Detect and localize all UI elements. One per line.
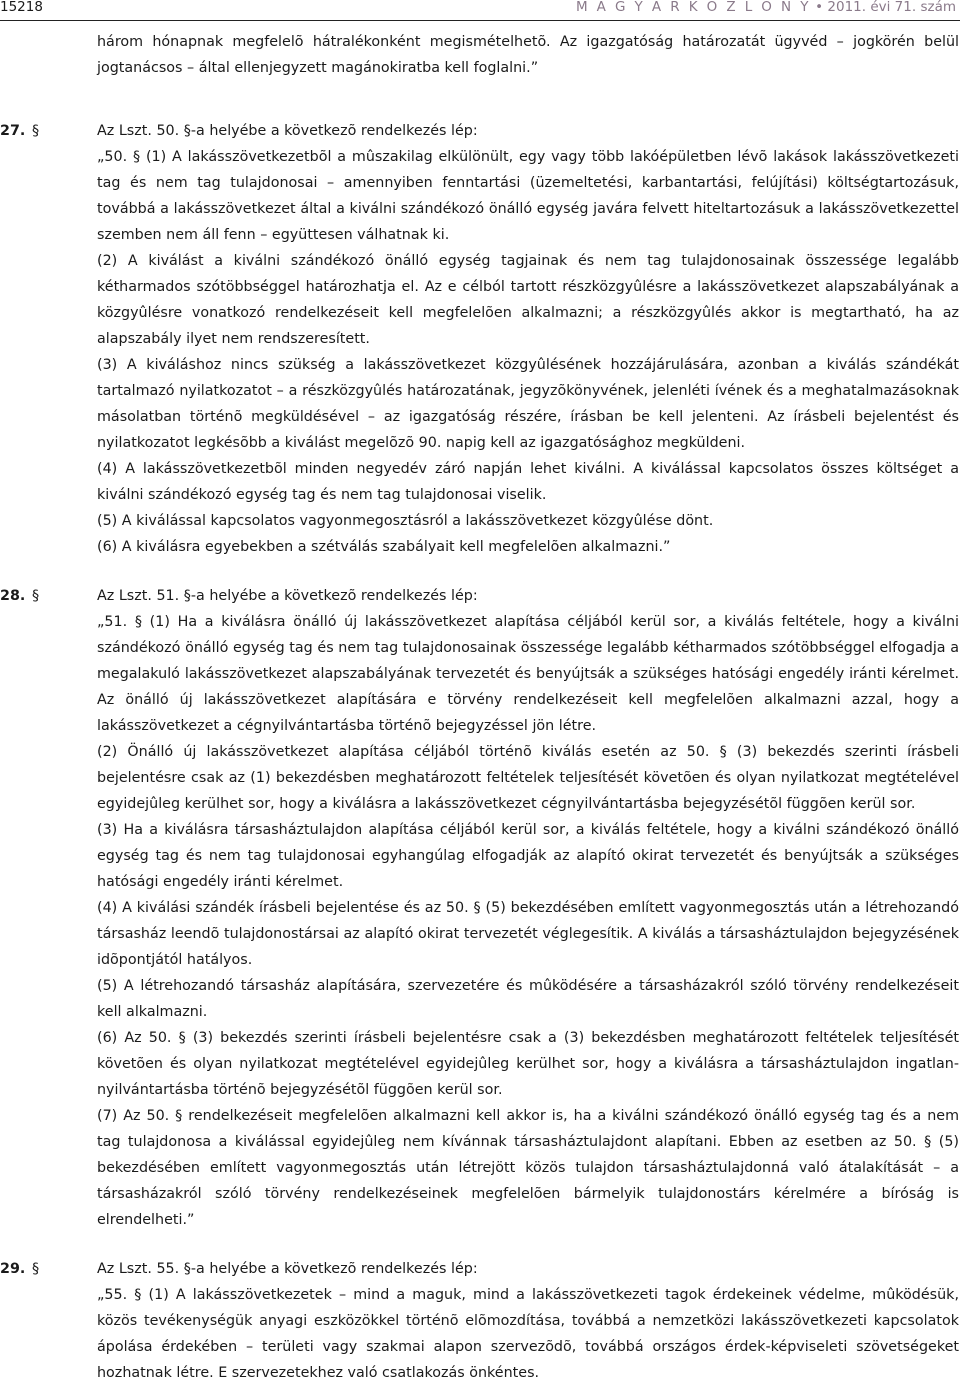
journal-name: M A G Y A R K Ö Z L Ö N Y (575, 0, 811, 15)
paragraph: (5) A létrehozandó társasház alapítására, szervezetére és mûködésére a társasházakról szóló törvény rendelkezéseit kell alkalmazni. (97, 978, 959, 1020)
item-text: Az Lszt. 55. §-a helyébe a következõ rendelkezés lép: (97, 1261, 478, 1277)
paragraph: (2) A kiválást a kiválni szándékozó önálló egység tagjainak és nem tag tulajdonosainak összessége legalább kétharmados szótöbbséggel határozhatja el. Az e célból tartott részközgyûlésre a lakásszövetkezet alapszabályának a közgyûlésre vonatkozó rendelkezéseit kell megfelelõen alkalmazni; a részközgyûlés akkor is megtartható, ha az alapszabály ilyet nem rendszeresített. (97, 253, 959, 347)
journal-title: M A G Y A R K Ö Z L Ö N Y • 2011. évi 71. szám (575, 0, 956, 15)
item-number: 29. (0, 1261, 26, 1277)
item-number: 28. (0, 588, 26, 604)
paragraph: „51. § (1) Ha a kiválásra önálló új lakásszövetkezet alapítása céljából kerül sor, a kiválás feltétele, hogy a kiválni szándékozó önálló egység tag és nem tag tulajdonosainak összessége legalább kétharmados szótöbbséggel elfogadja a megalakuló lakásszövetkezet alapszabályának tervezetét és benyújtsák a szükséges hatósági engedély iránti kérelmet. Az önálló új lakásszövetkezet alapítására e törvény rendelkezéseit kell megfelelõen alkalmazni azzal, hogy a lakásszövetkezet a cégnyilvántartásba történõ bejegyzéssel jön létre. (97, 614, 959, 734)
paragraph: „50. § (1) A lakásszövetkezetbõl a mûszakilag elkülönült, egy vagy több lakóépületben lévõ lakások lakásszövetkezeti tag és nem tag tulajdonosai – amennyiben fenntartási (üzemeltetési, karbantartási, felújítási) költségtartozásuk, továbbá a lakásszövetkezet által a kiválni szándékozó önálló egység javára felvett hiteltartozásuk a lakásszövetkezettel szemben nem áll fenn – együttesen válhatnak ki. (97, 149, 959, 243)
paragraph: (2) Önálló új lakásszövetkezet alapítása céljából történõ kiválás esetén az 50. § (3) bekezdés szerinti írásbeli bejelentésre csak az (1) bekezdésben meghatározott feltételek teljesítését követõen és olyan nyilatkozat megtételével egyidejûleg kerülhet sor, hogy a kiválásra a lakásszövetkezet cégnyilvántartásba bejegyzésétõl függõen kerül sor. (97, 744, 959, 812)
item-text: Az Lszt. 50. §-a helyébe a következõ rendelkezés lép: (97, 123, 478, 139)
paragraph: három hónapnak megfelelõ hátralékonként megismételhetõ. Az igazgatóság határozatát ügyvéd – jogkörén belül jogtanácsos – által ellenjegyzett magánokiratba kell foglalni.” (97, 34, 959, 76)
paragraph: (6) A kiválásra egyebekben a szétválás szabályait kell megfelelõen alkalmazni.” (97, 539, 671, 555)
section-sign: § (32, 1261, 40, 1277)
page-number: 15218 (0, 0, 43, 15)
section-sign: § (32, 123, 40, 139)
paragraph: (6) Az 50. § (3) bekezdés szerinti írásbeli bejelentésre csak a (3) bekezdésben meghatározott feltételek teljesítését követõen és olyan nyilatkozat megtételével egyidejûleg kerülhet sor, hogy a kiválásra a társasháztulajdon ingatlan-nyilvántartásba történõ bejegyzésétõl függõen kerül sor. (97, 1030, 959, 1098)
header-rule (0, 20, 960, 21)
page-header (0, 0, 960, 22)
item-text: Az Lszt. 51. §-a helyébe a következõ rendelkezés lép: (97, 588, 478, 604)
paragraph: (3) A kiváláshoz nincs szükség a lakásszövetkezet közgyûlésének hozzájárulására, azonban a kiválás szándékát tartalmazó nyilatkozatot – a részközgyûlés határozatának, jegyzõkönyvének, jelenléti ívének és a meghatalmazásoknak másolatban történõ megküldésével – az igazgatóság részére, írásban be kell jelenteni. Az írásbeli bejelentést és nyilatkozatot legkésõbb a kiválást megelõzõ 90. napig kell az igazgatósághoz megküldeni. (97, 357, 959, 451)
item-number: 27. (0, 123, 26, 139)
section-sign: § (32, 588, 40, 604)
paragraph: (4) A kiválási szándék írásbeli bejelentése és az 50. § (5) bekezdésében említett vagyonmegosztás után a létrehozandó társasház leendõ tulajdonostársai az alapító okirat tervezetét véglegesítik. A kiválás a társasháztulajdon bejegyzésének idõpontjától hatályos. (97, 900, 959, 968)
paragraph: (4) A lakásszövetkezetbõl minden negyedév záró napján lehet kiválni. A kiválással kapcsolatos összes költséget a kiválni szándékozó egység tag és nem tag tulajdonosai viselik. (97, 461, 959, 503)
paragraph: (5) A kiválással kapcsolatos vagyonmegosztásról a lakásszövetkezet közgyûlése dönt. (97, 513, 714, 529)
paragraph: „55. § (1) A lakásszövetkezetek – mind a maguk, mind a lakásszövetkezeti tagok érdekeinek védelme, mûködésük, közös tevékenységük anyagi eszközökkel történõ elõmozdítása, továbbá a nemzetközi lakásszövetkezeti kapcsolatok ápolása érdekében – területi vagy szakmai alapon szervezõdõ, továbbá országos érdek-képviseleti szövetségeket hozhatnak létre. E szervezetekhez való csatlakozás önkéntes. (97, 1287, 959, 1381)
journal-issue: 2011. évi 71. szám (827, 0, 956, 15)
paragraph: (7) Az 50. § rendelkezéseit megfelelõen alkalmazni kell akkor is, ha a kiválni szándékozó önálló egység tag és a nem tag tulajdonosa a kiválással egyidejûleg nem kívánnak társasháztulajdont alapítani. Ebben az esetben az 50. § (5) bekezdésében említett vagyonmegosztás után létrejött közös tulajdon társasháztulajdonná való átalakítását – a társasházakról szóló törvény rendelkezéseinek megfelelõen bármelyik tulajdonostárs kérelmére a bíróság is elrendelheti.” (97, 1108, 959, 1228)
paragraph: (3) Ha a kiválásra társasháztulajdon alapítása céljából kerül sor, a kiválás feltétele, hogy a kiválni szándékozó önálló egység tag és nem tag tulajdonosai egyhangúlag elfogadják az alapító okirat tervezetét és benyújtsák a szükséges hatósági engedély iránti kérelmet. (97, 822, 959, 890)
